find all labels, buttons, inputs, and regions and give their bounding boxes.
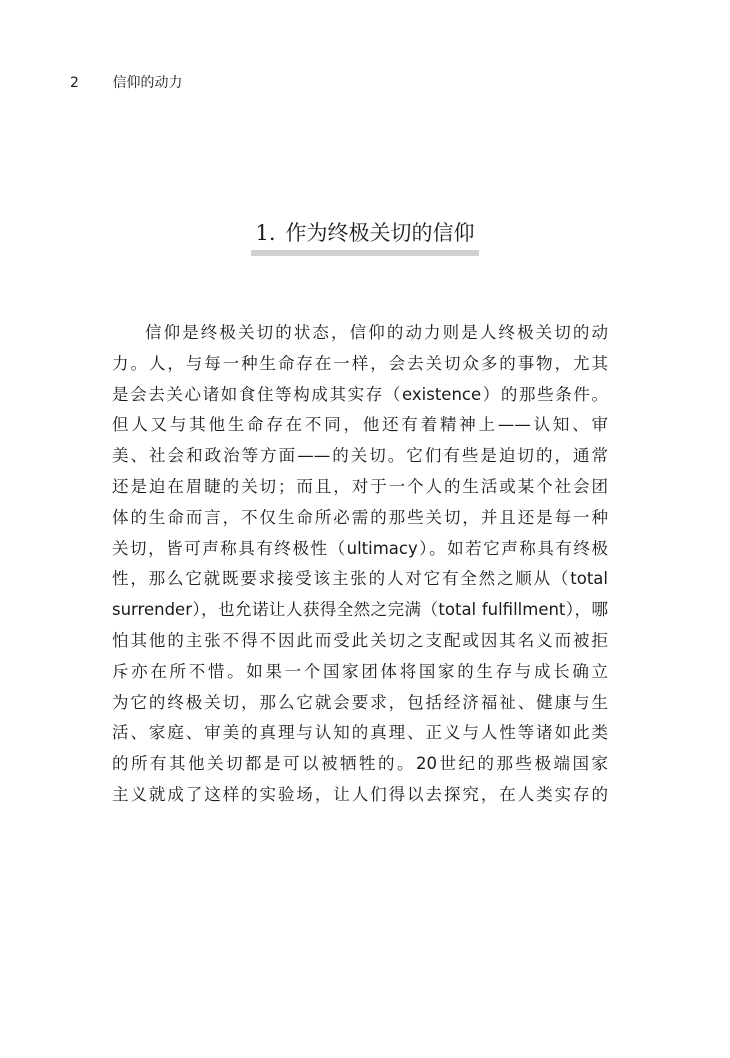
page-number: 2 [70, 75, 79, 91]
paragraph-line: 还是迫在眉睫的关切；而且，对于一个人的生活或某个社会团 [112, 476, 608, 496]
chapter-number: 1. [255, 221, 276, 245]
chapter-heading-box [251, 218, 478, 256]
paragraph-line: 活、家庭、审美的真理与认知的真理、正义与人性等诸如此类 [112, 723, 608, 743]
paragraph-line: 斥亦在所不惜。如果一个国家团体将国家的生存与成长确立 [112, 661, 608, 681]
paragraph-line: 关切，皆可声称具有终极性（ultimacy）。如若它声称具有终极 [112, 538, 608, 558]
paragraph-line: 为它的终极关切，那么它就会要求，包括经济福祉、健康与生 [112, 692, 608, 712]
chapter-title: 作为终极关切的信仰 [285, 221, 475, 245]
paragraph-line: 美、社会和政治等方面——的关切。它们有些是迫切的，通常 [112, 446, 608, 466]
paragraph-line: 的所有其他关切都是可以被牺牲的。20世纪的那些极端国家 [112, 754, 608, 774]
running-header [70, 74, 182, 92]
paragraph-line: 主义就成了这样的实验场，让人们得以去探究，在人类实存的 [112, 784, 608, 804]
paragraph-line: 力。人，与每一种生命存在一样，会去关切众多的事物，尤其 [112, 353, 608, 373]
body-paragraph [112, 318, 608, 811]
paragraph-line: 信仰是终极关切的状态，信仰的动力则是人终极关切的动 [145, 323, 608, 342]
paragraph-line: 体的生命而言，不仅生命所必需的那些关切，并且还是每一种 [112, 507, 608, 527]
paragraph-line: surrender），也允诺让人获得全然之完满（total fulfillment），哪 [112, 600, 608, 620]
paragraph-line: 性，那么它就既要求接受该主张的人对它有全然之顺从（total [112, 569, 608, 589]
paragraph-line: 但人又与其他生命存在不同，他还有着精神上——认知、审 [112, 415, 608, 435]
paragraph-line: 是会去关心诸如食住等构成其实存（existence）的那些条件。 [112, 384, 608, 404]
paragraph-line: 怕其他的主张不得不因此而受此关切之支配或因其名义而被拒 [112, 630, 608, 650]
chapter-heading [0, 218, 730, 256]
book-title: 信仰的动力 [112, 75, 183, 91]
